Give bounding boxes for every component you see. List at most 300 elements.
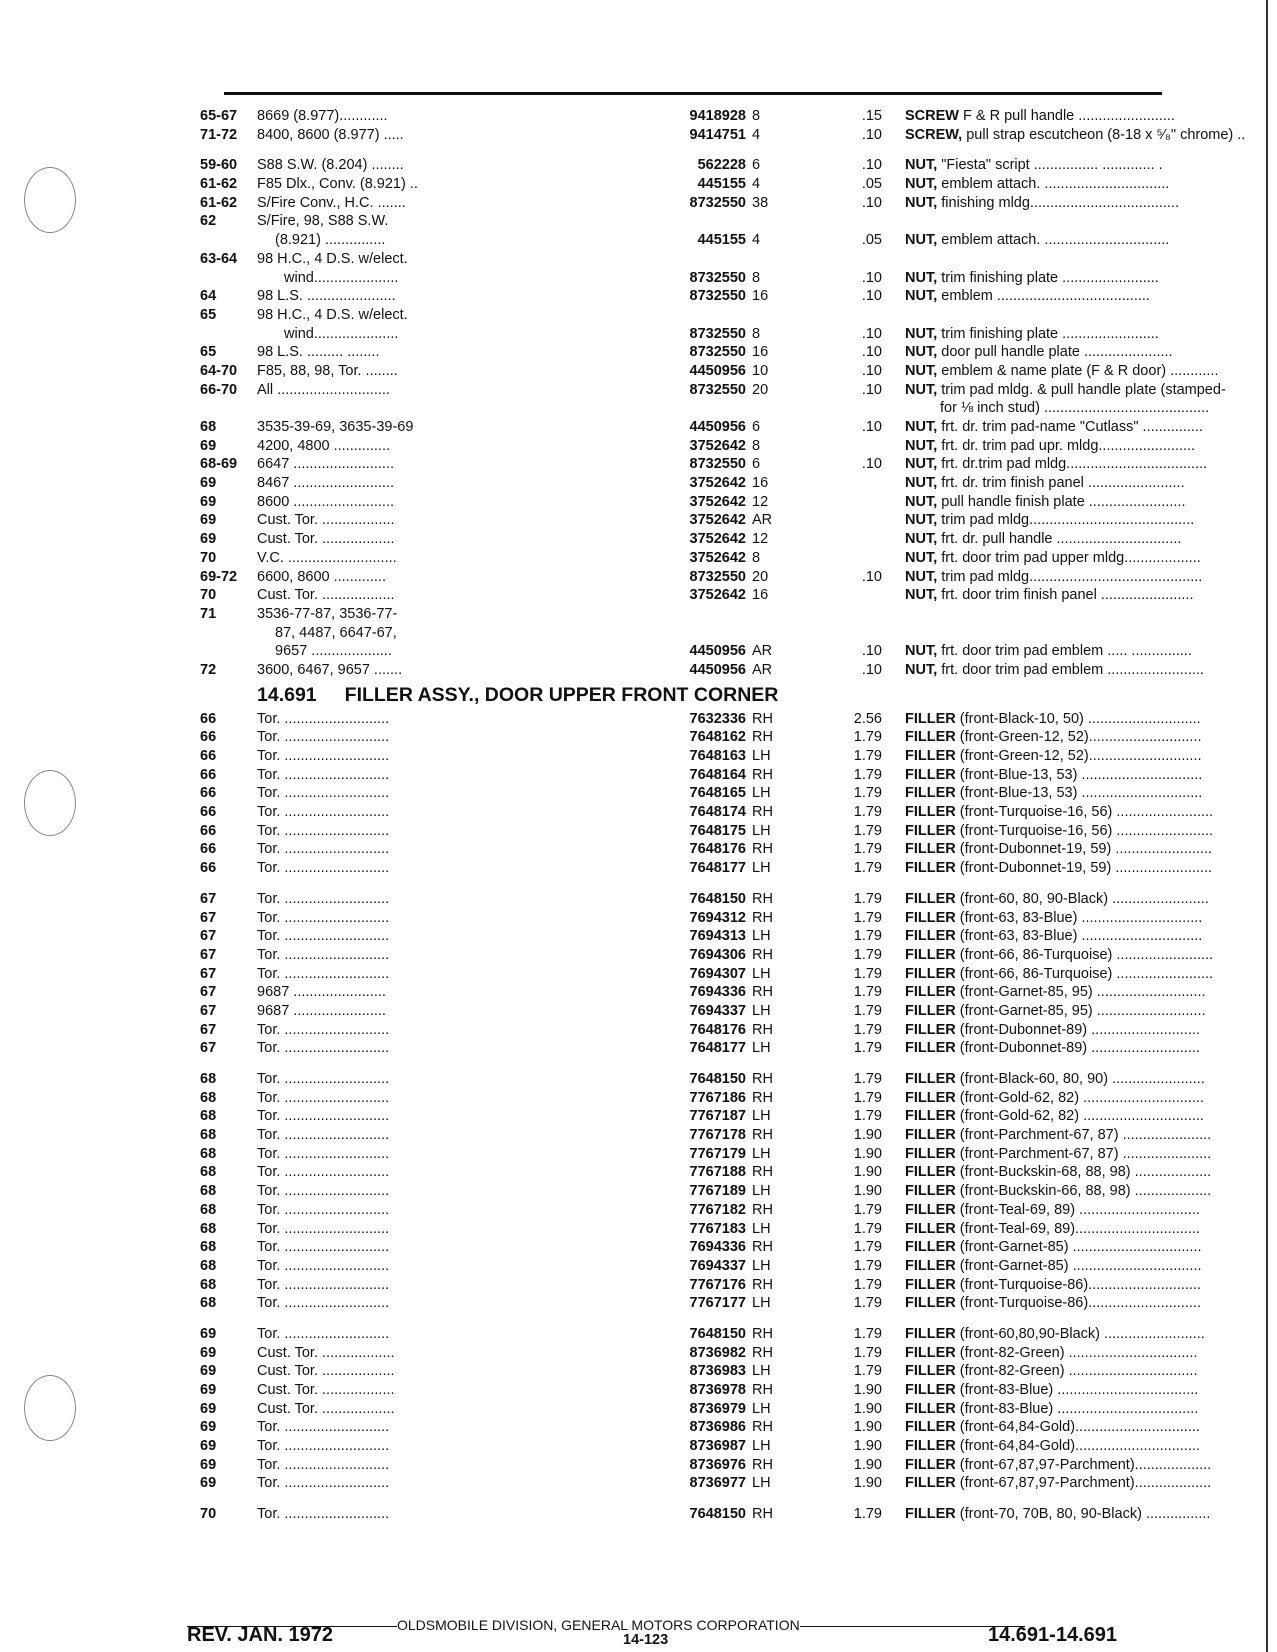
parts-row	[200, 1182, 1212, 1201]
year-cell: 67	[200, 890, 217, 907]
parts-row	[200, 890, 1209, 909]
quantity-cell: LH	[752, 928, 771, 945]
part-name: NUT,	[905, 587, 938, 604]
description-cell	[905, 1257, 1277, 1276]
year-cell: 69	[200, 531, 217, 548]
year-cell: 66-70	[200, 381, 238, 398]
parts-row	[200, 822, 1214, 841]
part-name: FILLER	[905, 1089, 956, 1106]
part-detail: frt. door trim finish panel .......................	[937, 587, 1194, 604]
quantity-cell: LH	[752, 822, 771, 839]
part-name: NUT,	[905, 512, 938, 529]
price-cell: 1.90	[853, 1400, 882, 1417]
section-heading	[200, 680, 1170, 710]
part-number-cell: 3752642	[689, 493, 746, 510]
description-cell	[905, 437, 1277, 456]
part-detail: (front-Turquoise-16, 56) ........................	[955, 804, 1214, 821]
description-cell	[905, 766, 1277, 785]
year-cell: 68	[200, 1108, 217, 1125]
quantity-cell: AR	[752, 512, 773, 529]
part-name: FILLER	[905, 1438, 956, 1455]
price-cell: 1.79	[853, 729, 882, 746]
part-detail: (front-Parchment-67, 87) ......................	[955, 1145, 1212, 1162]
price-cell: .10	[861, 661, 882, 678]
parts-row	[200, 766, 1203, 785]
price-cell: 1.79	[853, 890, 882, 907]
binder-hole-icon	[24, 770, 76, 836]
part-detail: (front-Gold-62, 82) ..............................	[955, 1089, 1204, 1106]
description-cell	[940, 399, 1277, 418]
description-cell	[905, 362, 1277, 381]
quantity-cell: 8	[752, 108, 761, 124]
parts-row	[200, 1344, 1198, 1363]
binder-hole-icon	[24, 1375, 76, 1441]
description-cell	[905, 586, 1277, 605]
description-cell	[905, 1145, 1277, 1164]
quantity-cell: LH	[752, 1183, 771, 1200]
parts-row	[200, 586, 1194, 605]
part-name: FILLER	[905, 1201, 956, 1218]
price-cell: 1.90	[853, 1475, 882, 1492]
description-cell	[905, 325, 1277, 344]
parts-row	[200, 710, 1201, 729]
parts-row	[200, 983, 1206, 1002]
model-cell: 9687 .......................	[257, 984, 386, 1001]
model-cell: F85, 88, 98, Tor. ........	[257, 362, 398, 379]
model-cell: Tor. ..........................	[257, 729, 390, 746]
quantity-cell: 16	[752, 587, 769, 604]
model-cell: 98 H.C., 4 D.S. w/elect.	[257, 250, 408, 267]
part-number-cell: 7694336	[689, 1239, 746, 1256]
model-cell: Tor. ..........................	[257, 1239, 390, 1256]
description-cell	[905, 822, 1277, 841]
part-number-cell: 8736979	[689, 1400, 746, 1417]
description-cell	[905, 1437, 1277, 1456]
description-cell	[905, 1021, 1277, 1040]
quantity-cell: LH	[752, 1220, 771, 1237]
parts-row	[200, 1325, 1205, 1344]
parts-row	[200, 474, 1185, 493]
part-detail: (front-60,80,90-Black) .........................	[955, 1325, 1205, 1342]
part-number-cell: 7648150	[689, 1506, 746, 1523]
part-detail: trim pad mldg...........................................	[937, 568, 1203, 585]
part-number-cell: 8736977	[689, 1475, 746, 1492]
part-detail: trim pad mldg. & pull handle plate (stamped-	[937, 381, 1226, 398]
description-cell	[905, 1163, 1277, 1182]
parts-row	[200, 1039, 1200, 1058]
price-cell: 1.90	[853, 1456, 882, 1473]
price-cell: 1.79	[853, 785, 882, 802]
parts-row	[200, 1126, 1212, 1145]
row-spacer	[200, 1058, 1170, 1070]
model-cell: Tor. ..........................	[257, 804, 390, 821]
part-name: FILLER	[905, 1257, 956, 1274]
parts-row	[200, 399, 1210, 418]
part-number-cell: 7767188	[689, 1164, 746, 1181]
part-number-cell: 8732550	[689, 194, 746, 211]
part-name: FILLER	[905, 1363, 956, 1380]
parts-row	[200, 840, 1213, 859]
description-cell	[905, 530, 1277, 549]
year-cell: 72	[200, 661, 217, 678]
year-cell: 69	[200, 512, 217, 529]
year-cell: 66	[200, 841, 217, 858]
part-name: FILLER	[905, 1108, 956, 1125]
part-name: FILLER	[905, 1276, 956, 1293]
part-name: FILLER	[905, 1506, 956, 1523]
part-number-cell: 445155	[697, 232, 746, 249]
year-cell: 70	[200, 1506, 217, 1523]
quantity-cell: LH	[752, 1475, 771, 1492]
part-detail: (front-Dubonnet-89) ...........................	[955, 1021, 1200, 1038]
part-name: FILLER	[905, 946, 956, 963]
part-detail: frt. door trim pad emblem ........................	[937, 661, 1204, 678]
model-cell: Tor. ..........................	[257, 1257, 390, 1274]
part-detail: (front-66, 86-Turquoise) ........................	[955, 965, 1214, 982]
part-detail: (front-Green-12, 52)............................	[955, 729, 1202, 746]
part-detail: emblem attach. ...............................	[937, 232, 1170, 249]
part-detail: (front-Blue-13, 53) ..............................	[955, 785, 1203, 802]
description-cell	[905, 1039, 1277, 1058]
quantity-cell: LH	[752, 1145, 771, 1162]
part-name: FILLER	[905, 1021, 956, 1038]
model-cell: wind.....................	[284, 269, 399, 286]
part-name: SCREW,	[905, 126, 963, 143]
description-cell	[905, 1344, 1277, 1363]
part-detail: (front-83-Blue) ...................................	[955, 1382, 1199, 1398]
part-detail: (front-Turquoise-86)............................	[955, 1295, 1201, 1312]
description-cell	[905, 890, 1277, 909]
quantity-cell: RH	[752, 1201, 773, 1218]
description-cell	[905, 927, 1277, 946]
price-cell: .10	[861, 568, 882, 585]
quantity-cell: RH	[752, 1021, 773, 1038]
part-number-cell: 7648177	[689, 1040, 746, 1057]
quantity-cell: LH	[752, 1108, 771, 1125]
year-cell: 68	[200, 1239, 217, 1256]
part-name: FILLER	[905, 1344, 956, 1361]
year-cell: 67	[200, 965, 217, 982]
description-cell	[905, 381, 1277, 400]
part-number-cell: 7648165	[689, 785, 746, 802]
price-cell: 1.79	[853, 804, 882, 821]
model-cell: Tor. ..........................	[257, 1201, 390, 1218]
part-number-cell: 445155	[697, 176, 746, 193]
part-detail: for ⅛ inch stud) .........................................	[940, 400, 1210, 417]
part-number-cell: 7648163	[689, 748, 746, 764]
quantity-cell: LH	[752, 1257, 771, 1274]
part-name: NUT,	[905, 475, 938, 492]
description-cell	[905, 1089, 1277, 1108]
part-name: FILLER	[905, 729, 956, 746]
row-spacer	[200, 1493, 1170, 1505]
description-cell	[905, 661, 1277, 680]
description-cell	[905, 493, 1277, 512]
parts-row	[200, 511, 1195, 530]
description-cell	[905, 156, 1277, 175]
price-cell: .10	[861, 157, 882, 174]
description-cell	[905, 474, 1277, 493]
part-detail: (front-Teal-69, 89) ..............................	[955, 1201, 1200, 1218]
model-cell: Tor. ..........................	[257, 928, 390, 945]
description-cell	[905, 1362, 1277, 1381]
quantity-cell: RH	[752, 1276, 773, 1293]
year-cell: 69-72	[200, 568, 238, 585]
quantity-cell: LH	[752, 1400, 771, 1417]
part-number-cell: 7694307	[689, 965, 746, 982]
year-cell: 68-69	[200, 456, 238, 473]
part-number-cell: 8732550	[689, 288, 746, 305]
parts-row	[200, 455, 1208, 474]
description-cell	[905, 1418, 1277, 1437]
year-cell: 68	[200, 1201, 217, 1218]
model-cell: Tor. ..........................	[257, 1276, 390, 1293]
parts-row	[200, 965, 1214, 984]
description-cell	[905, 1126, 1277, 1145]
parts-row	[200, 1089, 1204, 1108]
part-number-cell: 7767189	[689, 1183, 746, 1200]
model-cell: S/Fire, 98, S88 S.W.	[257, 213, 389, 230]
part-detail: (front-Teal-69, 89)...............................	[955, 1220, 1200, 1237]
model-cell: Tor. ..........................	[257, 841, 390, 858]
part-number-cell: 3752642	[689, 531, 746, 548]
year-cell: 65-67	[200, 108, 238, 124]
part-detail: (front-66, 86-Turquoise) ........................	[955, 946, 1214, 963]
part-name: FILLER	[905, 890, 956, 907]
part-name: FILLER	[905, 710, 956, 727]
description-cell	[905, 1182, 1277, 1201]
parts-row	[200, 1294, 1201, 1313]
part-number-cell: 8732550	[689, 568, 746, 585]
part-number-cell: 8732550	[689, 325, 746, 342]
description-cell	[905, 946, 1277, 965]
price-cell: .10	[861, 419, 882, 435]
part-name: NUT,	[905, 568, 938, 585]
part-number-cell: 7694313	[689, 928, 746, 945]
part-detail: (front-Garnet-85) ................................	[955, 1239, 1202, 1256]
price-cell: .10	[861, 643, 882, 660]
part-name: NUT,	[905, 493, 938, 510]
part-detail: (front-70, 70B, 80, 90-Black) ................	[955, 1506, 1211, 1523]
year-cell: 69	[200, 493, 217, 510]
part-name: FILLER	[905, 841, 956, 858]
description-cell	[905, 728, 1277, 747]
part-number-cell: 7767179	[689, 1145, 746, 1162]
part-detail: (front-64,84-Gold)...............................	[955, 1438, 1200, 1455]
part-name: NUT,	[905, 232, 938, 249]
quantity-cell: AR	[752, 661, 773, 678]
year-cell: 69	[200, 1400, 217, 1417]
year-cell: 68	[200, 419, 217, 435]
description-cell	[905, 840, 1277, 859]
model-cell: Tor. ..........................	[257, 1108, 390, 1125]
part-detail: frt. dr. pull handle ...............................	[937, 531, 1182, 548]
part-name: NUT,	[905, 661, 938, 678]
price-cell: 1.79	[853, 1089, 882, 1106]
part-number-cell: 8736982	[689, 1344, 746, 1361]
part-detail: (front-Dubonnet-19, 59) ........................	[955, 841, 1213, 858]
parts-row	[200, 1238, 1202, 1257]
year-cell: 69	[200, 1419, 217, 1436]
part-name: FILLER	[905, 1456, 956, 1473]
price-cell: 1.79	[853, 909, 882, 926]
part-detail: (front-Parchment-67, 87) ......................	[955, 1127, 1212, 1144]
price-cell: .10	[861, 194, 882, 211]
part-name: FILLER	[905, 1040, 956, 1057]
part-name: FILLER	[905, 1382, 956, 1398]
description-cell	[905, 1325, 1277, 1344]
description-cell	[905, 1381, 1277, 1400]
part-name: FILLER	[905, 1239, 956, 1256]
parts-row	[200, 1474, 1212, 1493]
year-cell: 68	[200, 1089, 217, 1106]
price-cell: 1.79	[853, 1002, 882, 1019]
quantity-cell: 6	[752, 419, 761, 435]
price-cell: 1.79	[853, 1220, 882, 1237]
description-cell	[905, 287, 1277, 306]
price-cell: 1.90	[853, 1419, 882, 1436]
model-cell: Cust. Tor. ..................	[257, 1400, 395, 1417]
part-number-cell: 9418928	[689, 108, 746, 124]
part-name: FILLER	[905, 860, 956, 877]
part-detail: (front-Black-10, 50) ............................	[955, 710, 1201, 727]
price-cell: 1.90	[853, 1164, 882, 1181]
part-detail: (front-83-Blue) ...................................	[955, 1400, 1199, 1417]
year-cell: 68	[200, 1145, 217, 1162]
part-name: FILLER	[905, 1002, 956, 1019]
parts-row	[200, 1400, 1199, 1419]
model-cell: Tor. ..........................	[257, 766, 390, 783]
row-spacer	[200, 1313, 1170, 1325]
model-cell: Cust. Tor. ..................	[257, 531, 395, 548]
quantity-cell: 10	[752, 362, 769, 379]
part-name: FILLER	[905, 1400, 956, 1417]
model-cell: 98 L.S. ......... ........	[257, 344, 380, 361]
description-cell	[905, 642, 1277, 661]
part-name: FILLER	[905, 1183, 956, 1200]
quantity-cell: 16	[752, 288, 769, 305]
year-cell: 67	[200, 909, 217, 926]
part-detail: finishing mldg.....................................	[937, 194, 1179, 211]
revision-date: REV. JAN. 1972	[187, 1624, 334, 1646]
price-cell: 1.79	[853, 841, 882, 858]
year-cell: 66	[200, 785, 217, 802]
part-name: NUT,	[905, 344, 938, 361]
part-detail: frt. dr. trim finish panel ........................	[937, 475, 1185, 492]
part-number-cell: 8732550	[689, 269, 746, 286]
part-name: FILLER	[905, 1164, 956, 1181]
year-cell: 66	[200, 710, 217, 727]
part-number-cell: 7694306	[689, 946, 746, 963]
part-detail: trim finishing plate ........................	[937, 325, 1159, 342]
quantity-cell: RH	[752, 1456, 773, 1473]
parts-row	[200, 1418, 1200, 1437]
price-cell: 1.79	[853, 748, 882, 764]
price-cell: 1.79	[853, 1363, 882, 1380]
part-name: FILLER	[905, 1071, 956, 1087]
part-detail: (front-Gold-62, 82) ..............................	[955, 1108, 1204, 1125]
parts-row	[200, 107, 1175, 126]
description-cell	[905, 269, 1277, 288]
part-number-cell: 3752642	[689, 437, 746, 454]
price-cell: 1.79	[853, 860, 882, 877]
part-number-cell: 4450956	[689, 362, 746, 379]
price-cell: 1.79	[853, 1071, 882, 1087]
model-cell: Tor. ..........................	[257, 1183, 390, 1200]
parts-row	[200, 1257, 1202, 1276]
quantity-cell: LH	[752, 748, 771, 764]
part-name: FILLER	[905, 804, 956, 821]
part-number-cell: 9414751	[689, 126, 746, 143]
parts-row	[200, 156, 1170, 175]
quantity-cell: RH	[752, 1239, 773, 1256]
year-cell: 69	[200, 1344, 217, 1361]
part-detail: pull strap escutcheon (8-18 x ⁵⁄₈" chrome) ..	[962, 126, 1246, 143]
quantity-cell: LH	[752, 1363, 771, 1380]
year-cell: 68	[200, 1276, 217, 1293]
parts-row	[200, 728, 1202, 747]
year-cell: 68	[200, 1220, 217, 1237]
part-number-cell: 7648174	[689, 804, 746, 821]
price-cell: 1.90	[853, 1438, 882, 1455]
quantity-cell: 4	[752, 126, 761, 143]
parts-row	[200, 1381, 1199, 1400]
part-name: FILLER	[905, 965, 956, 982]
part-name: NUT,	[905, 157, 938, 174]
part-number-cell: 7767178	[689, 1127, 746, 1144]
quantity-cell: RH	[752, 1325, 773, 1342]
model-cell: Tor. ..........................	[257, 909, 390, 926]
price-cell: 1.79	[853, 1239, 882, 1256]
description-cell	[905, 126, 1277, 145]
part-detail: (front-Garnet-85, 95) ...........................	[955, 1002, 1206, 1019]
binder-hole-icon	[24, 167, 76, 233]
price-cell: .10	[861, 381, 882, 398]
price-cell: .05	[861, 232, 882, 249]
part-name: FILLER	[905, 822, 956, 839]
description-cell	[905, 1474, 1277, 1493]
part-detail: (front-60, 80, 90-Black) ........................	[955, 890, 1209, 907]
price-cell: 1.79	[853, 928, 882, 945]
price-cell: 1.79	[853, 766, 882, 783]
part-number-cell: 8732550	[689, 456, 746, 473]
model-cell: Tor. ..........................	[257, 748, 390, 764]
quantity-cell: 16	[752, 475, 769, 492]
quantity-cell: LH	[752, 785, 771, 802]
part-number-cell: 7767177	[689, 1295, 746, 1312]
parts-row	[200, 493, 1186, 512]
model-cell: Tor. ..........................	[257, 1295, 390, 1312]
part-number-cell: 8736978	[689, 1382, 746, 1398]
part-detail: emblem & name plate (F & R door) ............	[937, 362, 1219, 379]
quantity-cell: RH	[752, 1506, 773, 1523]
year-cell: 69	[200, 1325, 217, 1342]
part-number-cell: 4450956	[689, 419, 746, 435]
quantity-cell: RH	[752, 710, 773, 727]
model-cell: 4200, 4800 ..............	[257, 437, 390, 454]
parts-row	[200, 568, 1203, 587]
description-cell	[905, 455, 1277, 474]
quantity-cell: RH	[752, 1344, 773, 1361]
quantity-cell: 4	[752, 232, 761, 249]
parts-row	[200, 530, 1182, 549]
part-detail: (front-Buckskin-66, 88, 98) ...................	[955, 1183, 1212, 1200]
model-cell: Tor. ..........................	[257, 890, 390, 907]
model-cell: Tor. ..........................	[257, 1164, 390, 1181]
model-cell: 3536-77-87, 3536-77-	[257, 605, 398, 622]
year-cell: 66	[200, 804, 217, 821]
year-cell: 61-62	[200, 176, 238, 193]
